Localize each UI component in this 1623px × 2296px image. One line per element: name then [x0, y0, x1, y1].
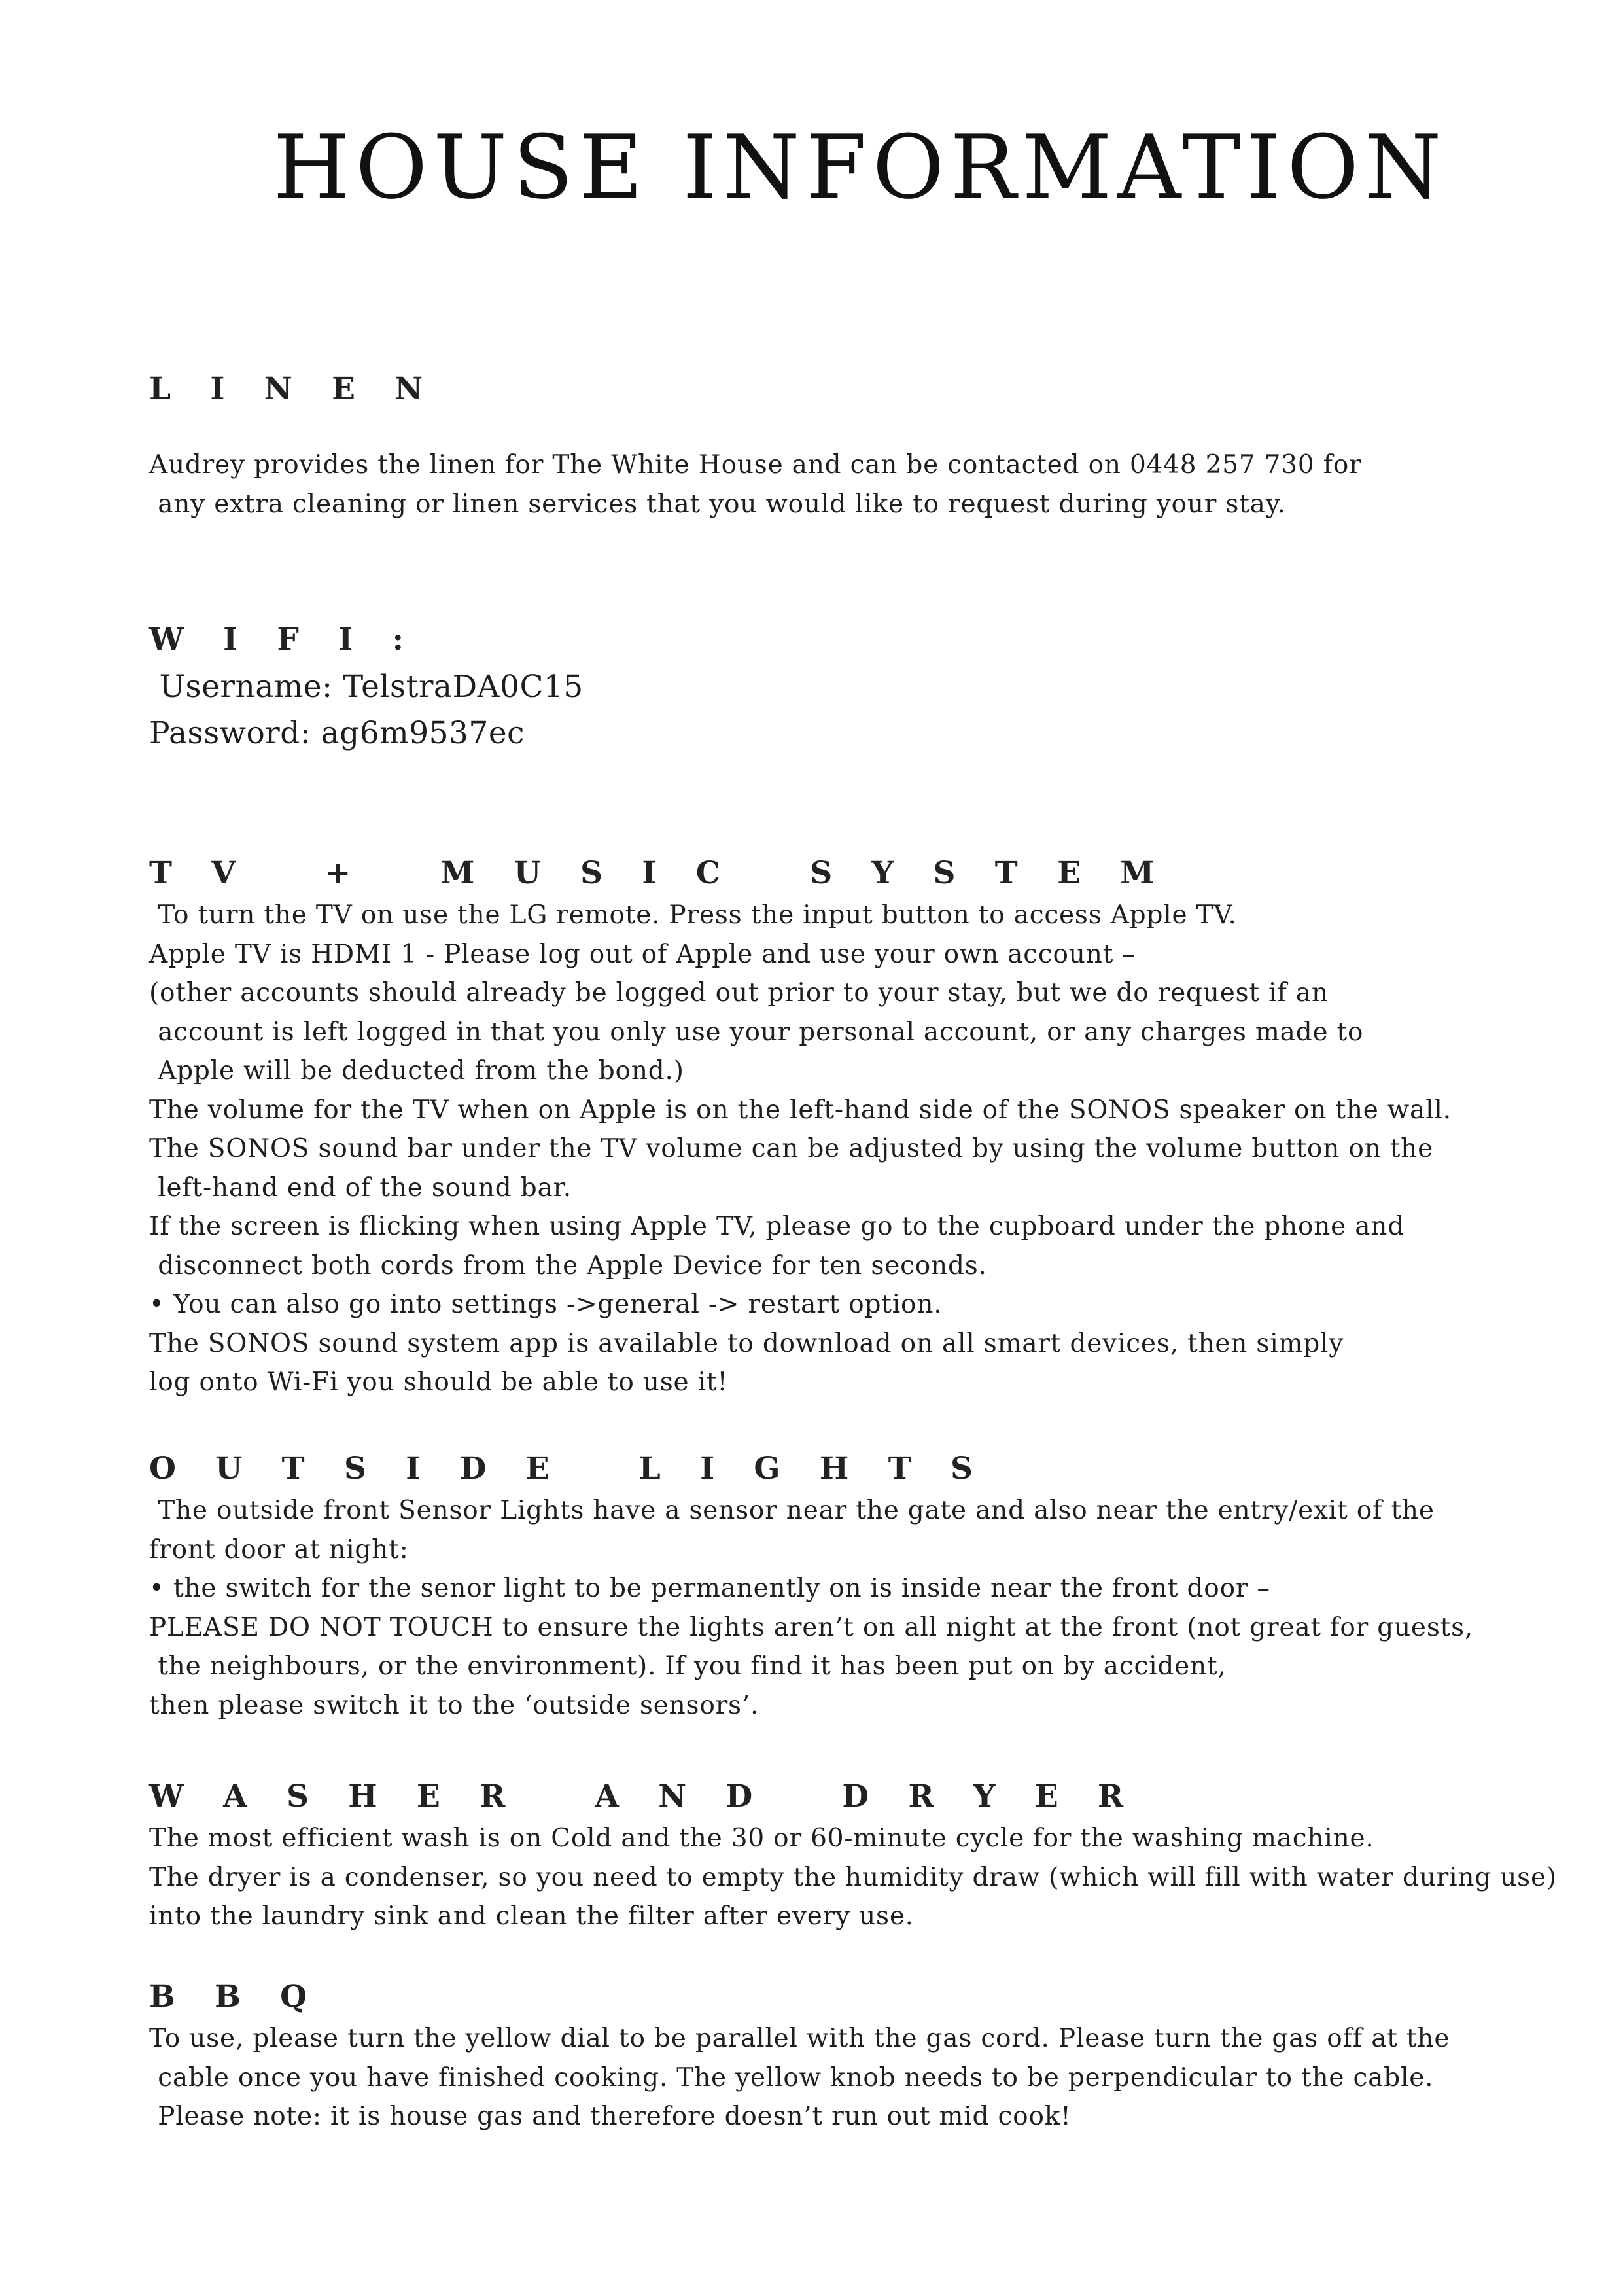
wifi-credentials	[149, 663, 1588, 756]
bbq-line: To use, please turn the yellow dial to be parallel with the gas cord. Please turn the gas off at the	[149, 2024, 1450, 2053]
bbq-text	[149, 2019, 1588, 2136]
outside-lights-section	[149, 1449, 1588, 1725]
page-title: HOUSE INFORMATION	[273, 116, 1448, 219]
outside-lights-heading: O U T S I D E L I G H T S	[149, 1451, 987, 1487]
tv-line: account is left logged in that you only use your personal account, or any charges made to	[149, 1017, 1364, 1047]
lights-line: The outside front Sensor Lights have a sensor near the gate and also near the entry/exit of the	[149, 1496, 1435, 1525]
tv-line: The SONOS sound system app is available to download on all smart devices, then simply	[149, 1328, 1344, 1358]
bbq-section	[149, 1977, 1588, 2136]
linen-text	[149, 446, 1588, 523]
tv-line: The SONOS sound bar under the TV volume can be adjusted by using the volume button on the	[149, 1134, 1433, 1163]
wifi-password: Password: ag6m9537ec	[149, 715, 525, 751]
wifi-section	[149, 620, 1588, 756]
washer-dryer-text	[149, 1819, 1588, 1936]
lights-line: the neighbours, or the environment). If you find it has been put on by accident,	[149, 1651, 1227, 1681]
lights-line: PLEASE DO NOT TOUCH to ensure the lights aren’t on all night at the front (not great for guests,	[149, 1612, 1474, 1642]
tv-line: Apple will be deducted from the bond.)	[149, 1056, 684, 1086]
lights-line: front door at night:	[149, 1534, 409, 1564]
linen-section	[149, 370, 1588, 523]
bbq-heading: B B Q	[149, 1979, 322, 2015]
linen-heading: L I N E N	[149, 371, 438, 407]
washer-dryer-heading: W A S H E R A N D D R Y E R	[149, 1778, 1138, 1814]
tv-line: left-hand end of the sound bar.	[149, 1173, 572, 1203]
tv-line: To turn the TV on use the LG remote. Press the input button to access Apple TV.	[149, 900, 1237, 930]
tv-line: • You can also go into settings ->general -> restart option.	[149, 1290, 943, 1319]
lights-line: then please switch it to the ‘outside sensors’.	[149, 1690, 759, 1720]
washer-dryer-section	[149, 1777, 1588, 1936]
tv-line: log onto Wi-Fi you should be able to use it!	[149, 1368, 728, 1397]
linen-line: any extra cleaning or linen services that you would like to request during your stay.	[149, 489, 1286, 519]
tv-music-text	[149, 896, 1588, 1402]
tv-music-section	[149, 854, 1588, 1402]
tv-line: Apple TV is HDMI 1 - Please log out of Apple and use your own account –	[149, 939, 1136, 969]
washer-line: The dryer is a condenser, so you need to empty the humidity draw (which will fill with water during use)	[149, 1862, 1557, 1892]
bbq-line: cable once you have finished cooking. The yellow knob needs to be perpendicular to the cable.	[149, 2062, 1434, 2093]
outside-lights-text	[149, 1491, 1588, 1725]
tv-line: If the screen is flicking when using Apple TV, please go to the cupboard under the phone and	[149, 1212, 1405, 1241]
washer-line: into the laundry sink and clean the filter after every use.	[149, 1901, 914, 1931]
washer-line: The most efficient wash is on Cold and the 30 or 60-minute cycle for the washing machine.	[149, 1824, 1374, 1853]
linen-line: Audrey provides the linen for The White House and can be contacted on 0448 257 730 for	[149, 450, 1362, 480]
tv-line: disconnect both cords from the Apple Device for ten seconds.	[149, 1250, 987, 1280]
tv-line: The volume for the TV when on Apple is on the left-hand side of the SONOS speaker on the wall.	[149, 1095, 1452, 1125]
wifi-username: Username: TelstraDA0C15	[149, 669, 584, 705]
tv-line: (other accounts should already be logged out prior to your stay, but we do request if an	[149, 978, 1329, 1008]
lights-line: • the switch for the senor light to be permanently on is inside near the front door –	[149, 1574, 1270, 1603]
wifi-heading: W I F I :	[149, 622, 418, 658]
tv-music-heading: T V + M U S I C S Y S T E M	[149, 855, 1169, 891]
bbq-line: Please note: it is house gas and therefore doesn’t run out mid cook!	[149, 2102, 1072, 2131]
